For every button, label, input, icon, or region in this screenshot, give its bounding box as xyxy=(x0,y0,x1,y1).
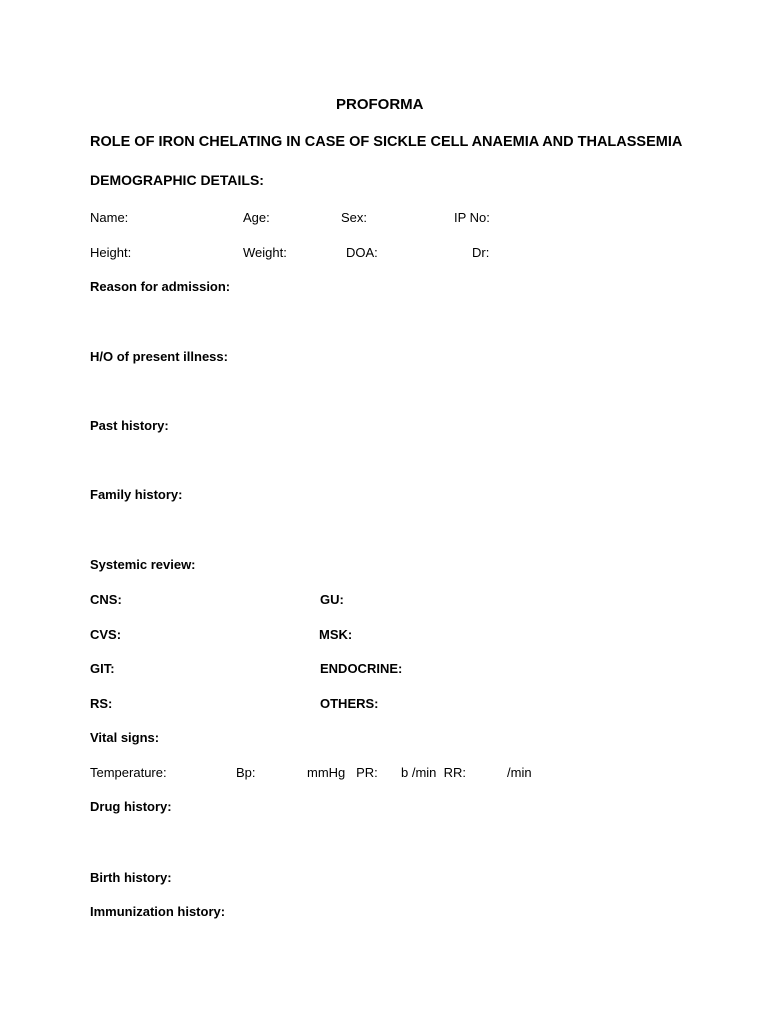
msk-label: MSK: xyxy=(319,627,353,642)
drug-history-label: Drug history: xyxy=(90,799,172,814)
birth-history-label: Birth history: xyxy=(90,870,172,885)
temperature-label: Temperature: xyxy=(90,765,167,780)
min-label: /min xyxy=(507,765,532,780)
rs-label: RS: xyxy=(90,696,113,711)
document-subtitle: ROLE OF IRON CHELATING IN CASE OF SICKLE CELL ANAEMIA AND THALASSEMIA xyxy=(90,134,683,150)
ip-no-label: IP No: xyxy=(454,210,490,225)
weight-label: Weight: xyxy=(243,245,287,260)
doa-label: DOA: xyxy=(346,245,378,260)
present-illness-label: H/O of present illness: xyxy=(90,349,228,364)
gu-label: GU: xyxy=(320,592,344,607)
dr-label: Dr: xyxy=(472,245,490,260)
cns-label: CNS: xyxy=(90,592,122,607)
cvs-label: CVS: xyxy=(90,627,122,642)
others-label: OTHERS: xyxy=(320,696,379,711)
demographic-heading: DEMOGRAPHIC DETAILS: xyxy=(90,172,264,188)
reason-for-admission-label: Reason for admission: xyxy=(90,279,231,294)
height-label: Height: xyxy=(90,245,132,260)
endocrine-label: ENDOCRINE: xyxy=(320,661,403,676)
mmhg-pr-label: mmHg PR: xyxy=(307,765,378,780)
vital-signs-label: Vital signs: xyxy=(90,730,160,745)
bp-label: Bp: xyxy=(236,765,256,780)
family-history-label: Family history: xyxy=(90,487,183,502)
git-label: GIT: xyxy=(90,661,115,676)
immunization-history-label: Immunization history: xyxy=(90,904,226,919)
past-history-label: Past history: xyxy=(90,418,169,433)
document-title: PROFORMA xyxy=(336,96,424,113)
name-label: Name: xyxy=(90,210,129,225)
sex-label: Sex: xyxy=(341,210,368,225)
systemic-review-label: Systemic review: xyxy=(90,557,196,572)
age-label: Age: xyxy=(243,210,270,225)
bmin-rr-label: b /min RR: xyxy=(401,765,467,780)
